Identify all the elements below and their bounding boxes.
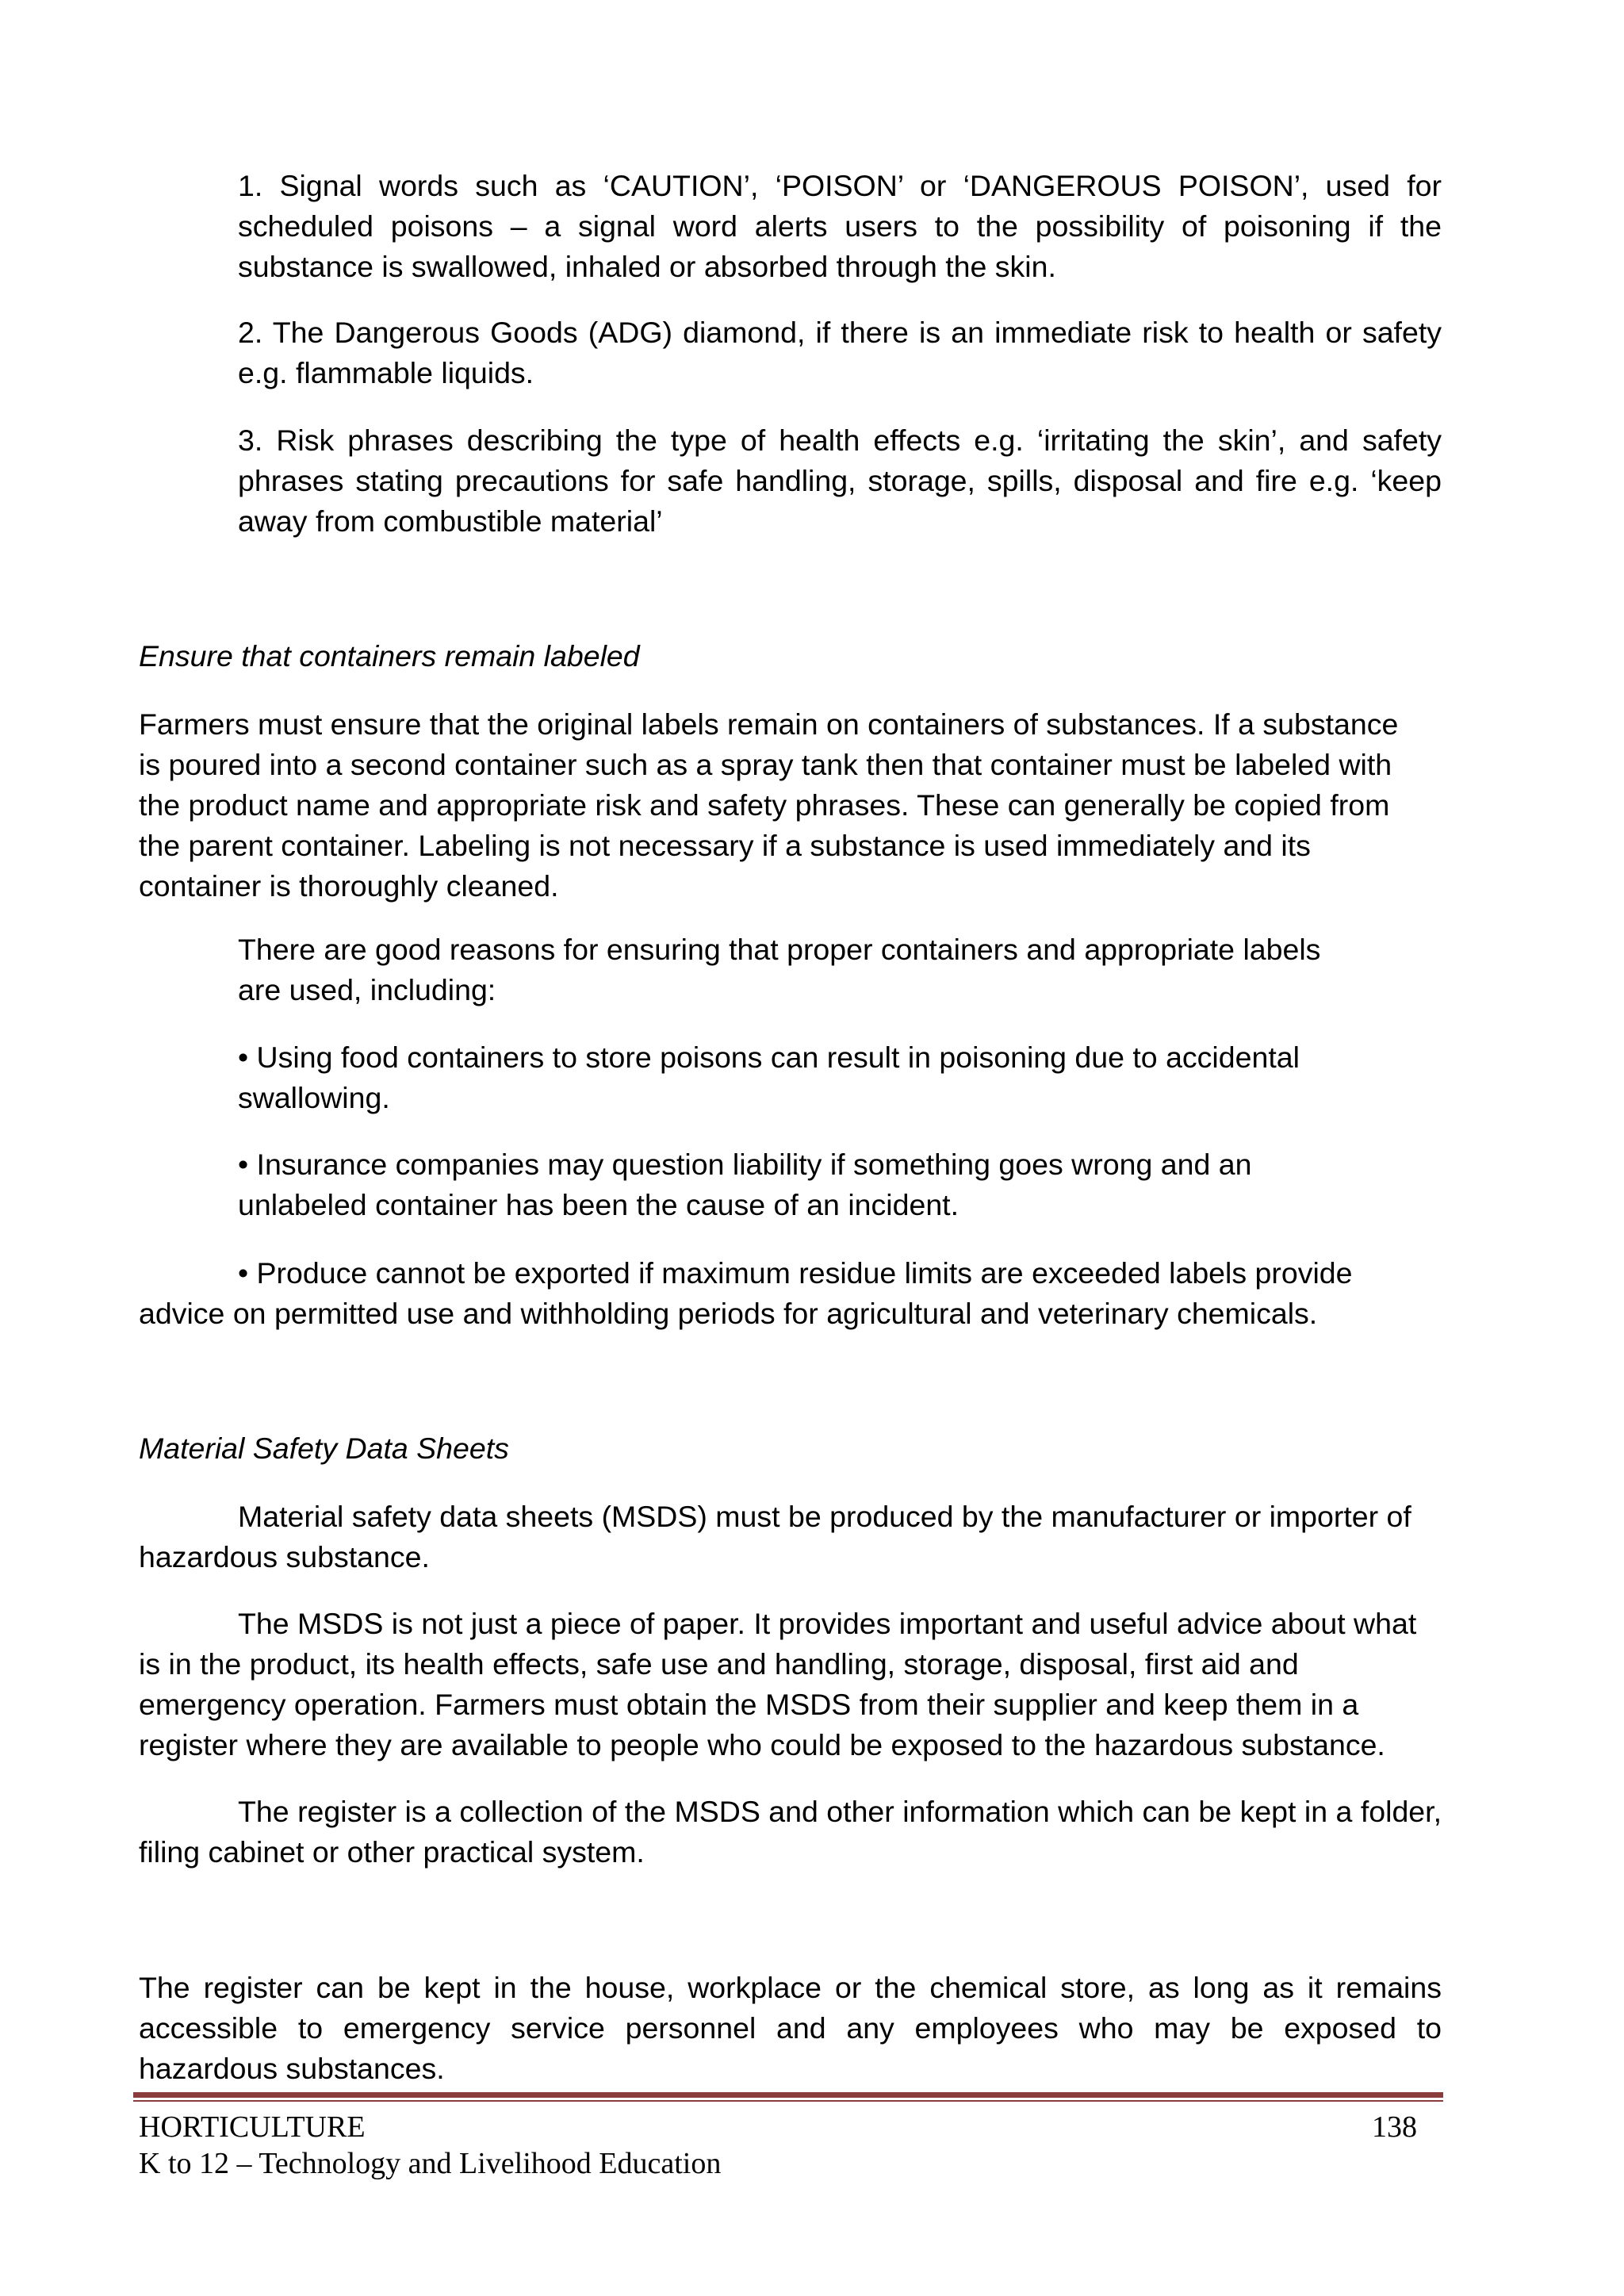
list-item-1: 1. Signal words such as ‘CAUTION’, ‘POISON’ or ‘DANGEROUS POISON’, used for scheduled poisons – a signal word alerts users to the possibility of poisoning if the substance is swallowed, inhaled or absorbed through the skin. bbox=[238, 169, 1442, 283]
bullet-item-food-containers: • Using food containers to store poisons can result in poisoning due to accidental swallowing. bbox=[238, 1041, 1300, 1114]
section-heading-msds: Material Safety Data Sheets bbox=[139, 1432, 509, 1465]
list-item-3: 3. Risk phrases describing the type of health effects e.g. ‘irritating the skin’, and safety phrases stating precautions for safe handling, storage, spills, disposal and fire e.g. ‘keep away from combustible material’ bbox=[238, 424, 1442, 538]
paragraph-msds-1: Material safety data sheets (MSDS) must be produced by the manufacturer or importer of hazardous substance. bbox=[139, 1500, 1411, 1573]
paragraph-msds-2: The MSDS is not just a piece of paper. It provides important and useful advice about what is in the product, its health effects, safe use and handling, storage, disposal, first aid and emergency operation. Farmers must obtain the MSDS from their supplier and keep them in a register where they are available to people who could be exposed to the hazardous substance. bbox=[139, 1607, 1417, 1761]
section-heading-labels: Ensure that containers remain labeled bbox=[139, 639, 640, 673]
footer-subject: HORTICULTURE bbox=[139, 2110, 366, 2144]
footer-course: K to 12 – Technology and Livelihood Education bbox=[139, 2147, 722, 2180]
footer-rule bbox=[133, 2092, 1443, 2098]
bullet-item-insurance: • Insurance companies may question liability if something goes wrong and an unlabeled container has been the cause of an incident. bbox=[238, 1148, 1252, 1221]
paragraph-msds-3: The register is a collection of the MSDS and other information which can be kept in a folder, filing cabinet or other practical system. bbox=[139, 1795, 1442, 1869]
paragraph-labels-2: There are good reasons for ensuring that proper containers and appropriate labels are used, including: bbox=[238, 933, 1321, 1006]
footer-rule-thin bbox=[133, 2100, 1443, 2102]
page-number: 138 bbox=[1372, 2110, 1417, 2144]
bullet-item-produce: • Produce cannot be exported if maximum residue limits are exceeded labels provide advice on permitted use and withholding periods for agricultural and veterinary chemicals. bbox=[139, 1256, 1353, 1330]
list-item-2: 2. The Dangerous Goods (ADG) diamond, if there is an immediate risk to health or safety e.g. flammable liquids. bbox=[238, 316, 1442, 389]
paragraph-labels-1: Farmers must ensure that the original labels remain on containers of substances. If a substance is poured into a second container such as a spray tank then that container must be labeled with the product name and appropriate risk and safety phrases. These can generally be copied from the parent container. Labeling is not necessary if a substance is used immediately and its container is thoroughly cleaned. bbox=[139, 707, 1399, 903]
paragraph-msds-4: The register can be kept in the house, workplace or the chemical store, as long as it remains accessible to emergency service personnel and any employees who may be exposed to hazardous substances. bbox=[139, 1971, 1442, 2085]
